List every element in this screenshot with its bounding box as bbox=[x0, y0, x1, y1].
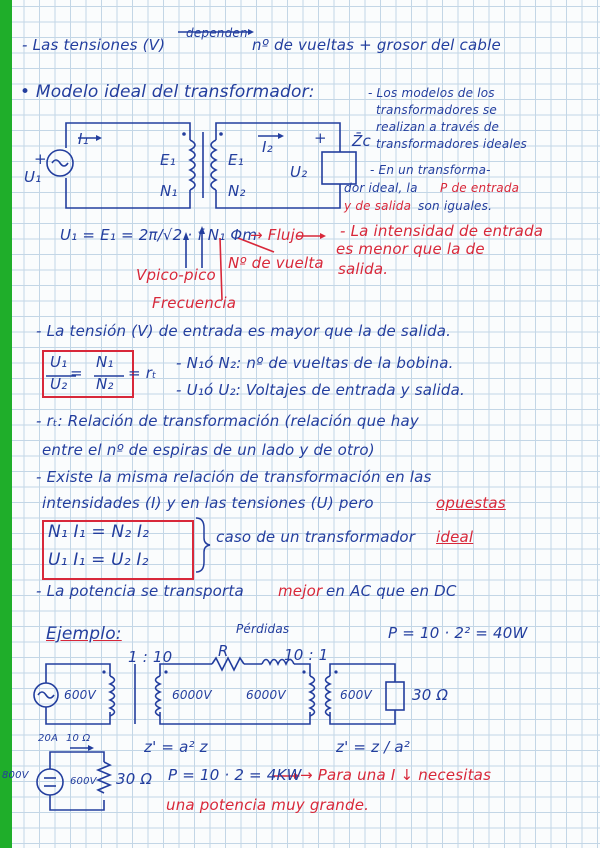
side-note-3c: salida. bbox=[338, 260, 389, 278]
v600-b: 600V bbox=[340, 688, 372, 702]
side-note-1d: transformadores ideales bbox=[376, 137, 527, 151]
existe-line-b2: opuestas bbox=[436, 494, 506, 512]
ejemplo-heading: Ejemplo: bbox=[46, 624, 122, 644]
pot-line-1: - La potencia se transporta bbox=[36, 582, 244, 600]
label-plus: + bbox=[34, 150, 47, 168]
line-tensiones: - Las tensiones (V) bbox=[22, 36, 166, 54]
side-note-3b: es menor que la de bbox=[336, 240, 485, 258]
heading-modelo-ideal: • Modelo ideal del transformador: bbox=[20, 82, 315, 102]
caso-ideal: ideal bbox=[436, 528, 474, 546]
v800: 800V bbox=[2, 770, 29, 781]
label-U1: U₁ bbox=[24, 168, 42, 186]
pot-line-2: mejor bbox=[278, 582, 323, 600]
side-note-2a: - En un transforma- bbox=[370, 163, 491, 177]
side-note-1a: - Los modelos de los bbox=[368, 86, 495, 100]
label-U2: U₂ bbox=[290, 163, 308, 181]
existe-line-a: - Existe la misma relación de transformación en las bbox=[36, 468, 432, 486]
ohm-10: 10 Ω bbox=[66, 733, 91, 744]
frecuencia-label: Frecuencia bbox=[152, 294, 237, 312]
frac-eq: = bbox=[70, 364, 83, 382]
ratio-10-1: 10 : 1 bbox=[284, 646, 329, 664]
side-note-1b: transformadores se bbox=[376, 103, 497, 117]
label-N1: N₁ bbox=[160, 182, 178, 200]
side-note-2b2: P de entrada bbox=[440, 181, 520, 195]
eq-n-i: N₁ I₁ = N₂ I₂ bbox=[48, 522, 150, 542]
ratio-1-10: 1 : 10 bbox=[128, 648, 173, 666]
ohm-30-b: 30 Ω bbox=[116, 770, 153, 788]
side-note-2b1: dor ideal, la bbox=[344, 181, 418, 195]
z-eq-1: z' = a² z bbox=[144, 738, 208, 756]
r-label: R bbox=[218, 642, 229, 660]
p-equation: P = 10 · 2² = 40W bbox=[388, 624, 528, 642]
side-note-2c2: son iguales. bbox=[418, 199, 493, 213]
nvuelta-label: Nº de vuelta bbox=[228, 254, 324, 272]
p-kw: P = 10 · 2 = 4KW bbox=[168, 766, 302, 784]
formula-transformer: U₁ = E₁ = 2π/√2 · f N₁ Φm bbox=[60, 226, 258, 244]
label-I2: I₂ bbox=[262, 138, 273, 156]
pot-line-3: en AC que en DC bbox=[326, 582, 457, 600]
v600-c: 600V bbox=[70, 776, 97, 787]
v6000-a: 6000V bbox=[172, 688, 212, 702]
label-N2: N₂ bbox=[228, 182, 246, 200]
existe-line-b1: intensidades (I) y en las tensiones (U) pero bbox=[42, 494, 374, 512]
amps-20: 20A bbox=[38, 733, 59, 744]
side-note-2c1: y de salida bbox=[344, 199, 412, 213]
label-Z: Z̄c bbox=[352, 132, 371, 150]
frac-u2: U₂ bbox=[50, 375, 68, 393]
final-line-2: una potencia muy grande. bbox=[166, 796, 370, 814]
rt-line-a: - rₜ: Relación de transformación (relación que hay bbox=[36, 412, 419, 430]
z-eq-2: z' = z / a² bbox=[336, 738, 410, 756]
frac-n2: N₂ bbox=[96, 375, 114, 393]
label-E1: E₁ bbox=[160, 151, 176, 169]
caso-label: caso de un transformador bbox=[216, 528, 416, 546]
rt-line-b: entre el nº de espiras de un lado y de otro) bbox=[42, 441, 375, 459]
vpico-label: Vpico-pico bbox=[136, 266, 216, 284]
v600-a: 600V bbox=[64, 688, 96, 702]
final-line-1: → Para una I ↓ necesitas bbox=[300, 766, 492, 784]
side-note-3a: - La intensidad de entrada bbox=[340, 222, 544, 240]
label-I1: I₁ bbox=[78, 130, 89, 148]
side-note-1c: realizan a través de bbox=[376, 120, 500, 134]
flujo-label: → Flujo bbox=[250, 226, 305, 244]
perdidas-label: Pérdidas bbox=[236, 622, 290, 636]
eq-u-i: U₁ I₁ = U₂ I₂ bbox=[48, 550, 149, 570]
label-E1b: E₁ bbox=[228, 151, 244, 169]
label-plus-2: + bbox=[314, 129, 327, 147]
def-u: - U₁ó U₂: Voltajes de entrada y salida. bbox=[176, 381, 465, 399]
ohm-30: 30 Ω bbox=[412, 686, 449, 704]
def-n: - N₁ó N₂: nº de vueltas de la bobina. bbox=[176, 354, 454, 372]
frac-u1: U₁ bbox=[50, 353, 68, 371]
frac-n1: N₁ bbox=[96, 353, 114, 371]
line-tension-entrada: - La tensión (V) de entrada es mayor que la de salida. bbox=[36, 322, 452, 340]
line-vueltas: nº de vueltas + grosor del cable bbox=[252, 36, 501, 54]
arrow-label-dependen: dependen bbox=[186, 26, 248, 40]
v6000-b: 6000V bbox=[246, 688, 286, 702]
frac-rt: = rₜ bbox=[128, 364, 157, 382]
